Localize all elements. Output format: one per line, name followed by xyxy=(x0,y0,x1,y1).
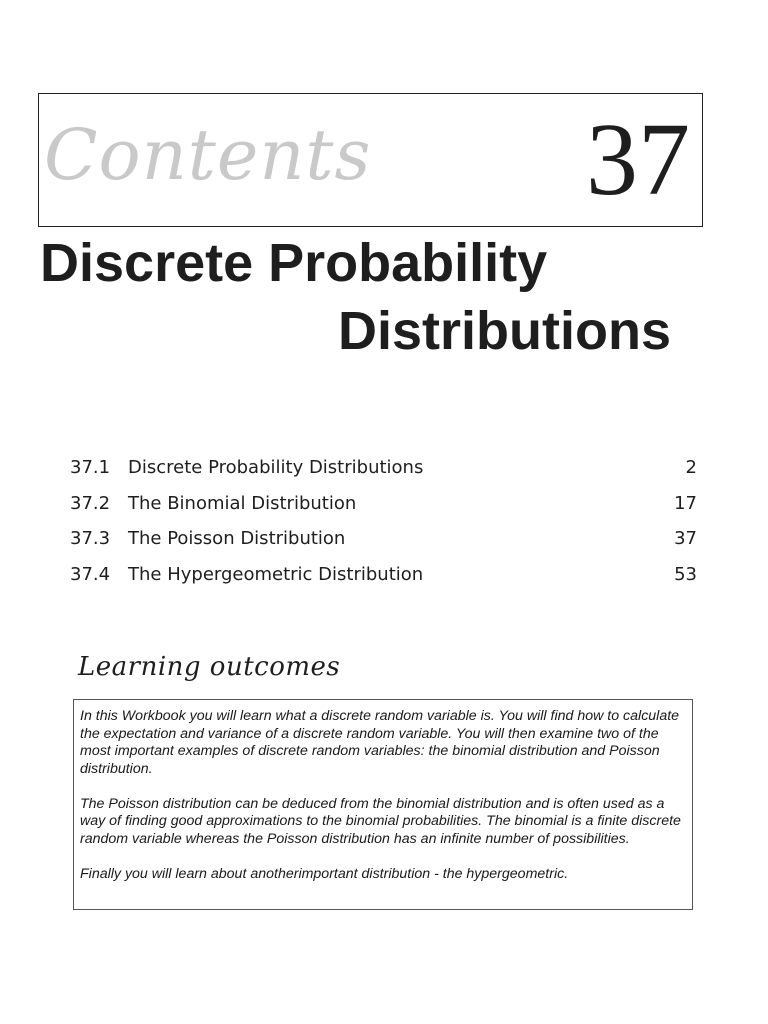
learning-outcomes-heading: Learning outcomes xyxy=(78,652,341,682)
toc-page-number: 37 xyxy=(674,528,697,549)
outcomes-paragraph: Finally you will learn about anotherimportant distribution - the hypergeometric. xyxy=(80,865,569,882)
toc-entry-37-2[interactable] xyxy=(70,490,697,526)
toc-entry-37-3[interactable] xyxy=(70,525,697,561)
toc-section-title: The Hypergeometric Distribution xyxy=(128,563,424,585)
toc-page-number: 53 xyxy=(674,563,697,585)
toc-section-number: 37.1 xyxy=(70,457,111,478)
contents-label: Contents xyxy=(44,114,372,196)
workbook-title-line2: Distributions xyxy=(338,301,671,361)
toc-entry-37-1[interactable] xyxy=(70,454,697,490)
toc-entry-37-4[interactable] xyxy=(70,561,697,597)
outcomes-paragraph: In this Workbook you will learn what a discrete random variable is. You will find how to calculate the expectation and variance of a discrete random variable. You will then examine two of the most important examples of discrete random variables: the binomial distribution and Poisson distribution. xyxy=(80,708,680,777)
toc-section-title: The Poisson Distribution xyxy=(128,528,346,549)
toc-section-number: 37.4 xyxy=(70,563,111,585)
toc-section-title: Discrete Probability Distributions xyxy=(128,457,424,478)
workbook-title-line1: Discrete Probability xyxy=(40,233,548,293)
table-of-contents xyxy=(70,454,697,596)
contents-header-box xyxy=(38,93,703,227)
outcomes-paragraph: The Poisson distribution can be deduced from the binomial distribution and is often used as a way of finding good approximations to the binomial probabilities. The binomial is a finite discrete random variable whereas the Poisson distribution has an infinite number of possibilities. xyxy=(80,795,681,847)
learning-outcomes-box xyxy=(73,699,693,910)
toc-section-number: 37.3 xyxy=(70,528,111,549)
toc-section-number: 37.2 xyxy=(70,492,111,514)
toc-section-title: The Binomial Distribution xyxy=(128,492,357,514)
toc-page-number: 2 xyxy=(685,457,697,478)
chapter-number: 37 xyxy=(586,102,690,217)
toc-page-number: 17 xyxy=(674,492,697,514)
